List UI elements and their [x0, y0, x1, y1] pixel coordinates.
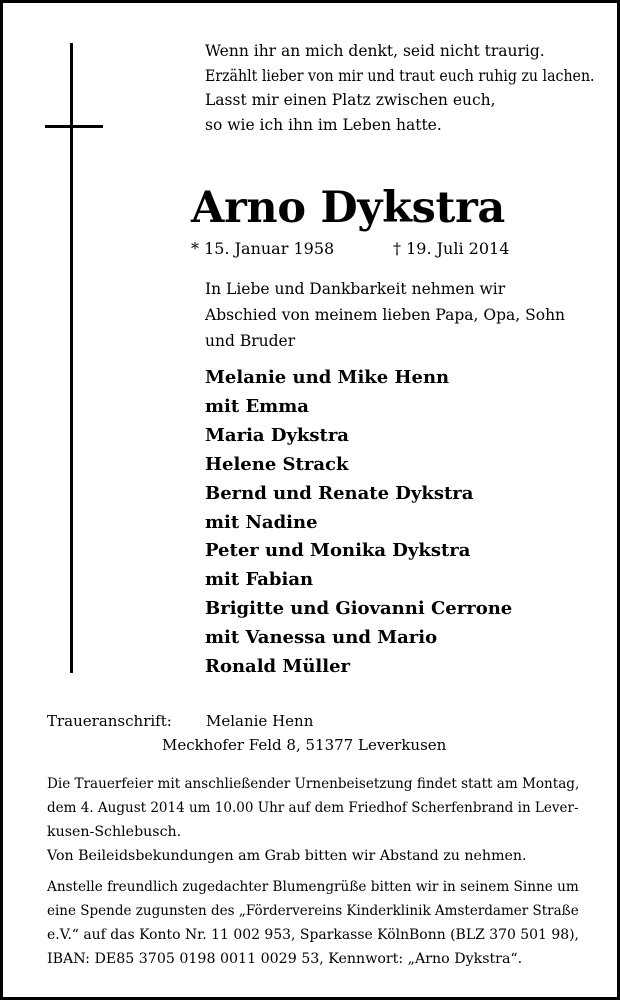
poem: [205, 39, 595, 137]
farewell-text: [205, 276, 595, 354]
ceremony-line: dem 4. August 2014 um 10.00 Uhr auf dem Friedhof Scherfenbrand in Lever-: [47, 800, 579, 816]
poem-line: Erzählt lieber von mir und traut euch ruhig zu lachen.: [205, 66, 595, 85]
donation-line: IBAN: DE85 3705 0198 0011 0029 53, Kennwort: „Arno Dykstra“.: [47, 951, 523, 967]
mourner-name: Peter und Monika Dykstra: [205, 540, 471, 562]
mourner-name: Ronald Müller: [205, 656, 351, 678]
donation-line: e.V.“ auf das Konto Nr. 11 002 953, Sparkasse KölnBonn (BLZ 370 501 98),: [47, 927, 579, 943]
death-date: † 19. Juli 2014: [393, 239, 510, 258]
mourner-name: mit Vanessa und Mario: [205, 627, 438, 649]
ceremony-line: kusen-Schlebusch.: [47, 824, 182, 840]
poem-line: Wenn ihr an mich denkt, seid nicht traurig.: [205, 42, 545, 60]
ceremony-line: [47, 772, 580, 796]
mourner-name: Melanie und Mike Henn: [205, 367, 450, 388]
donation-notice: [47, 875, 579, 971]
mourner-name: mit Fabian: [205, 569, 314, 591]
farewell-line: und Bruder: [205, 332, 296, 350]
poem-line: so wie ich ihn im Leben hatte.: [205, 115, 442, 134]
farewell-line: Abschied von meinem lieben Papa, Opa, Sohn: [205, 306, 566, 324]
address-name: Melanie Henn: [206, 712, 314, 730]
farewell-line: In Liebe und Dankbarkeit nehmen wir: [205, 280, 506, 298]
mourner-name: mit Nadine: [205, 511, 318, 533]
ceremony-notice: [47, 772, 579, 844]
cross-horizontal-bar: [45, 125, 103, 128]
mourner-name: mit Emma: [205, 395, 309, 417]
mourner-name: Bernd und Renate Dykstra: [205, 482, 474, 504]
mourner-name: Helene Strack: [205, 453, 349, 475]
birth-date: * 15. Januar 1958: [191, 239, 335, 258]
condolence-line: Von Beileidsbekundungen am Grab bitten wir Abstand zu nehmen.: [47, 848, 527, 864]
address-street-city: Meckhofer Feld 8, 51377 Leverkusen: [162, 736, 447, 754]
mourner-name: Brigitte und Giovanni Cerrone: [205, 598, 513, 620]
donation-line: eine Spende zugunsten des „Fördervereins Kinderklinik Amsterdamer Straße: [47, 903, 579, 919]
poem-line: Lasst mir einen Platz zwischen euch,: [205, 91, 496, 109]
address-label: Traueranschrift:: [47, 712, 172, 730]
donation-line: Anstelle freundlich zugedachter Blumengrüße bitten wir in seinem Sinne um: [47, 879, 579, 895]
condolence-notice: [47, 844, 579, 868]
cross-vertical-bar: [70, 43, 73, 673]
mourner-name: Maria Dykstra: [205, 424, 349, 446]
deceased-name: Arno Dykstra: [191, 183, 505, 233]
mourners-list: [205, 364, 595, 682]
ceremony-line-text: Die Trauerfeier mit anschließender Urnenbeisetzung findet statt am Montag,: [47, 776, 580, 792]
